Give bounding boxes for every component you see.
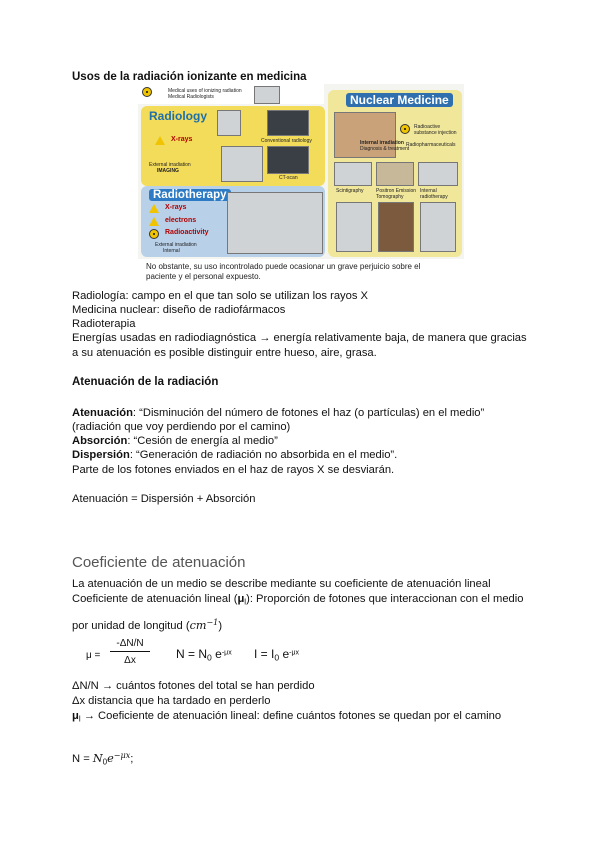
bone-scan-image: [336, 202, 372, 252]
def-mu-sub: l: [78, 714, 81, 724]
formula-n-decay: [176, 647, 232, 663]
radiology-title: Radiology: [149, 109, 208, 123]
pet-scanner-image: [418, 162, 458, 186]
xray-hand-image: [267, 110, 309, 136]
attenuation-equation: Atenuación = Dispersión + Absorción: [72, 493, 256, 505]
pet-body-image: [378, 202, 414, 252]
nuclear-medicine-title: Nuclear Medicine: [346, 93, 453, 107]
final-eq-e: e: [107, 752, 114, 766]
radiation-symbol-icon: [400, 124, 410, 134]
coef-line-1: La atenuación de un medio se describe mediante su coeficiente de atenuación lineal: [72, 578, 491, 590]
formula-n-lhs: N = N: [176, 647, 208, 661]
radiotherapy-title: Radiotherapy: [149, 189, 231, 201]
term-dispersion: Dispersión: [72, 449, 130, 461]
coef-line-3-pre: por unidad de longitud (: [72, 620, 190, 633]
note-atenuacion: (radiación que voy perdiendo por el camino): [72, 421, 291, 433]
radiation-symbol-icon: [142, 87, 152, 97]
gamma-camera-image: [334, 162, 372, 186]
radiotherapy-radioactivity-label: Radioactivity: [165, 229, 209, 236]
pet-label: Positron Emission Tomography: [376, 188, 417, 200]
coef-line-2-post: ): Proporción de fotones que interaccionan con el medio: [246, 593, 524, 605]
radioactive-substance-label: Radioactive substance injection: [414, 124, 457, 136]
scintigraphy-label: Scintigraphy: [336, 188, 364, 194]
internal-radiotherapy-label: Internal radiotherapy: [420, 188, 448, 200]
formula-fraction: [110, 638, 150, 666]
intro-line-radiologia: Radiología: campo en el que tan solo se utilizan los rayos X: [72, 290, 369, 302]
formula-i-e: e: [279, 647, 290, 661]
def-mu-symbol: μ: [72, 710, 79, 722]
radiotherapy-panel: [141, 186, 325, 257]
definition-absorcion: [72, 434, 278, 448]
radiation-symbol-icon: [149, 229, 159, 239]
def-delta-x: Δx distancia que ha tardado en perderlo: [72, 695, 271, 707]
term-atenuacion: Atenuación: [72, 407, 133, 419]
warning-icon: [149, 217, 159, 226]
caption-line-1: No obstante, su uso incontrolado puede ocasionar un grave perjuicio sobre el: [146, 262, 421, 271]
def-dispersion: : “Generación de radiación no absorbida en el medio”.: [129, 449, 398, 461]
formula-n-e: e: [211, 647, 222, 661]
formula-denominator: Δx: [124, 655, 136, 666]
medical-uses-figure: [138, 84, 464, 259]
def-atenuacion: : “Disminución del número de fotones el haz (o partículas) en el medio”: [132, 407, 485, 419]
formula-i-sub: 0: [274, 652, 280, 663]
ct-scan-label: CT-scan: [279, 175, 298, 181]
note-dispersion: Parte de los fotones enviados en el haz de rayos X se desviarán.: [72, 464, 395, 476]
radiology-xrays-label: X-rays: [171, 136, 193, 143]
radiology-panel: [141, 106, 325, 186]
final-eq-lhs: N =: [72, 753, 93, 766]
unit-cm: cm: [189, 619, 207, 633]
conventional-radiology-label: Conventional radiology: [261, 138, 312, 144]
coef-line-3: [72, 616, 222, 633]
figure-header-line-2: Medical Radiologists: [168, 94, 214, 100]
mu-subscript: l: [244, 597, 247, 607]
radiology-room-image: [217, 110, 241, 136]
caption-line-2: paciente y el personal expuesto.: [146, 272, 261, 281]
figure-header: [138, 84, 324, 104]
nuclear-medicine-panel: [328, 90, 462, 257]
formula-n-sub: 0: [207, 652, 212, 663]
final-eq-end: ;: [130, 753, 134, 766]
ct-slices-image: [267, 146, 309, 174]
final-eq-n: N: [92, 752, 103, 766]
radiotherapy-external-label: External irradiation: [155, 242, 197, 248]
intro-line-energias: Energías usadas en radiodiagnóstica → energía relativamente baja, de manera que gracias: [72, 332, 527, 344]
final-eq-sub: 0: [102, 757, 108, 767]
coef-line-3-post: ): [218, 620, 223, 633]
def-mu-text: → Coeficiente de atenuación lineal: define cuántos fotones se quedan por el camino: [80, 710, 502, 722]
formula-mu-lhs: μ =: [86, 650, 101, 661]
definition-dispersion: [72, 448, 397, 462]
diagnosis-treatment-label: Diagnosis & treatment: [360, 146, 410, 152]
term-absorcion: Absorción: [72, 435, 128, 447]
final-eq-exp: −μx: [113, 751, 131, 760]
def-mu: [72, 709, 501, 726]
final-equation: [72, 749, 133, 769]
formula-n-exp: -μx: [221, 649, 232, 657]
figure-caption: [146, 262, 446, 282]
radiology-imaging-label: IMAGING: [157, 168, 179, 174]
section-title-coeficiente: Coeficiente de atenuación: [72, 554, 246, 571]
thyroid-image: [420, 202, 456, 252]
radiotherapy-xrays-label: X-rays: [165, 204, 187, 211]
linac-image: [227, 192, 323, 254]
formula-numerator: -ΔN/N: [110, 638, 150, 652]
ct-scanner-image: [221, 146, 263, 182]
warning-icon: [149, 204, 159, 213]
radiotherapy-internal-label: Internal: [163, 248, 180, 254]
formula-i-lhs: I = I: [254, 647, 275, 661]
pet-patient-image: [376, 162, 414, 186]
formula-i-exp: -μx: [289, 649, 300, 657]
mu-symbol: μ: [237, 593, 245, 605]
radiopharmaceuticals-label: Radiopharmaceuticals: [406, 142, 456, 148]
intro-line-medicina-nuclear: Medicina nuclear: diseño de radiofármacos: [72, 304, 286, 316]
xray-room-image: [254, 86, 280, 104]
warning-icon: [155, 136, 165, 145]
intro-line-radioterapia: Radioterapia: [72, 318, 136, 330]
def-absorcion: : “Cesión de energía al medio”: [127, 435, 278, 447]
section-title-atenuacion: Atenuación de la radiación: [72, 376, 219, 388]
coef-line-2: [72, 592, 523, 609]
intro-line-atenuacion: a su atenuación es posible distinguir entre hueso, aire, grasa.: [72, 347, 377, 359]
section-title-usos: Usos de la radiación ionizante en medicina: [72, 71, 307, 83]
radiotherapy-electrons-label: electrons: [165, 217, 197, 224]
radiology-external-label: External irradiation: [149, 162, 191, 168]
def-delta-n: ΔN/N → cuántos fotones del total se han perdido: [72, 680, 315, 692]
coef-line-2-pre: Coeficiente de atenuación lineal (: [72, 593, 238, 605]
figure-header-line-1: Medical uses of ionizing radiation: [168, 88, 242, 94]
definition-atenuacion: [72, 406, 484, 420]
internal-irradiation-label: Internal irradiation: [360, 140, 404, 146]
formula-i-decay: [254, 647, 299, 663]
unit-exponent: −1: [206, 618, 219, 627]
